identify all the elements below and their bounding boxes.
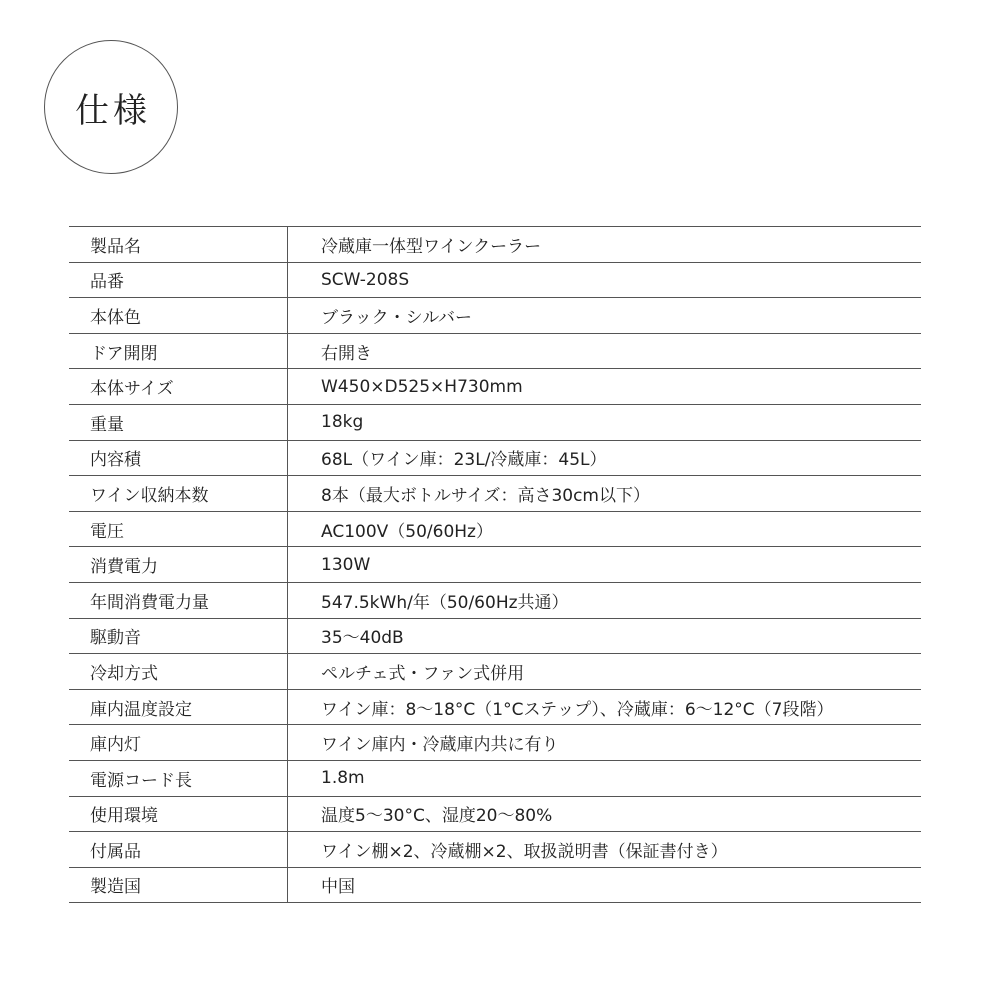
spec-row [69, 796, 921, 832]
section-title-badge [44, 40, 178, 174]
spec-label: 本体色 [69, 298, 288, 334]
spec-value: 68L（ワイン庫：23L/冷蔵庫：45L） [288, 440, 922, 476]
spec-value: 1.8m [288, 760, 922, 796]
spec-row [69, 867, 921, 903]
spec-label: 電圧 [69, 511, 288, 547]
spec-label: 製造国 [69, 867, 288, 903]
spec-row [69, 725, 921, 761]
spec-value: 冷蔵庫一体型ワインクーラー [288, 227, 922, 263]
spec-label: 駆動音 [69, 618, 288, 654]
spec-table-body [69, 227, 921, 903]
spec-value: ワイン庫内・冷蔵庫内共に有り [288, 725, 922, 761]
spec-value: 8本（最大ボトルサイズ：高さ30cm以下） [288, 476, 922, 512]
spec-row [69, 404, 921, 440]
spec-label: 消費電力 [69, 547, 288, 583]
spec-label: 庫内温度設定 [69, 689, 288, 725]
spec-row [69, 440, 921, 476]
spec-value: SCW-208S [288, 262, 922, 298]
spec-value: 547.5kWh/年（50/60Hz共通） [288, 582, 922, 618]
spec-value: ブラック・シルバー [288, 298, 922, 334]
spec-label: ワイン収納本数 [69, 476, 288, 512]
spec-value: 温度5〜30°C、湿度20〜80% [288, 796, 922, 832]
spec-label: 品番 [69, 262, 288, 298]
spec-label: 冷却方式 [69, 654, 288, 690]
spec-label: 本体サイズ [69, 369, 288, 405]
spec-row [69, 227, 921, 263]
spec-value: 18kg [288, 404, 922, 440]
spec-label: 製品名 [69, 227, 288, 263]
spec-label: 電源コード長 [69, 760, 288, 796]
spec-value: ワイン庫：8〜18°C（1°Cステップ）、冷蔵庫：6〜12°C（7段階） [288, 689, 922, 725]
section-title: 仕様 [75, 90, 151, 131]
spec-value: 中国 [288, 867, 922, 903]
spec-value: W450×D525×H730mm [288, 369, 922, 405]
spec-row [69, 369, 921, 405]
spec-value: ペルチェ式・ファン式併用 [288, 654, 922, 690]
spec-value: AC100V（50/60Hz） [288, 511, 922, 547]
spec-row [69, 689, 921, 725]
spec-label: 庫内灯 [69, 725, 288, 761]
spec-value: 右開き [288, 333, 922, 369]
spec-value: 35〜40dB [288, 618, 922, 654]
spec-row [69, 618, 921, 654]
spec-table [69, 226, 921, 903]
spec-row [69, 262, 921, 298]
spec-row [69, 654, 921, 690]
spec-row [69, 832, 921, 868]
spec-label: ドア開閉 [69, 333, 288, 369]
spec-row [69, 333, 921, 369]
spec-row [69, 547, 921, 583]
spec-row [69, 476, 921, 512]
spec-label: 使用環境 [69, 796, 288, 832]
spec-row [69, 582, 921, 618]
spec-value: 130W [288, 547, 922, 583]
spec-row [69, 298, 921, 334]
spec-label: 内容積 [69, 440, 288, 476]
spec-row [69, 511, 921, 547]
spec-label: 年間消費電力量 [69, 582, 288, 618]
spec-value: ワイン棚×2、冷蔵棚×2、取扱説明書（保証書付き） [288, 832, 922, 868]
spec-row [69, 760, 921, 796]
spec-label: 重量 [69, 404, 288, 440]
spec-label: 付属品 [69, 832, 288, 868]
